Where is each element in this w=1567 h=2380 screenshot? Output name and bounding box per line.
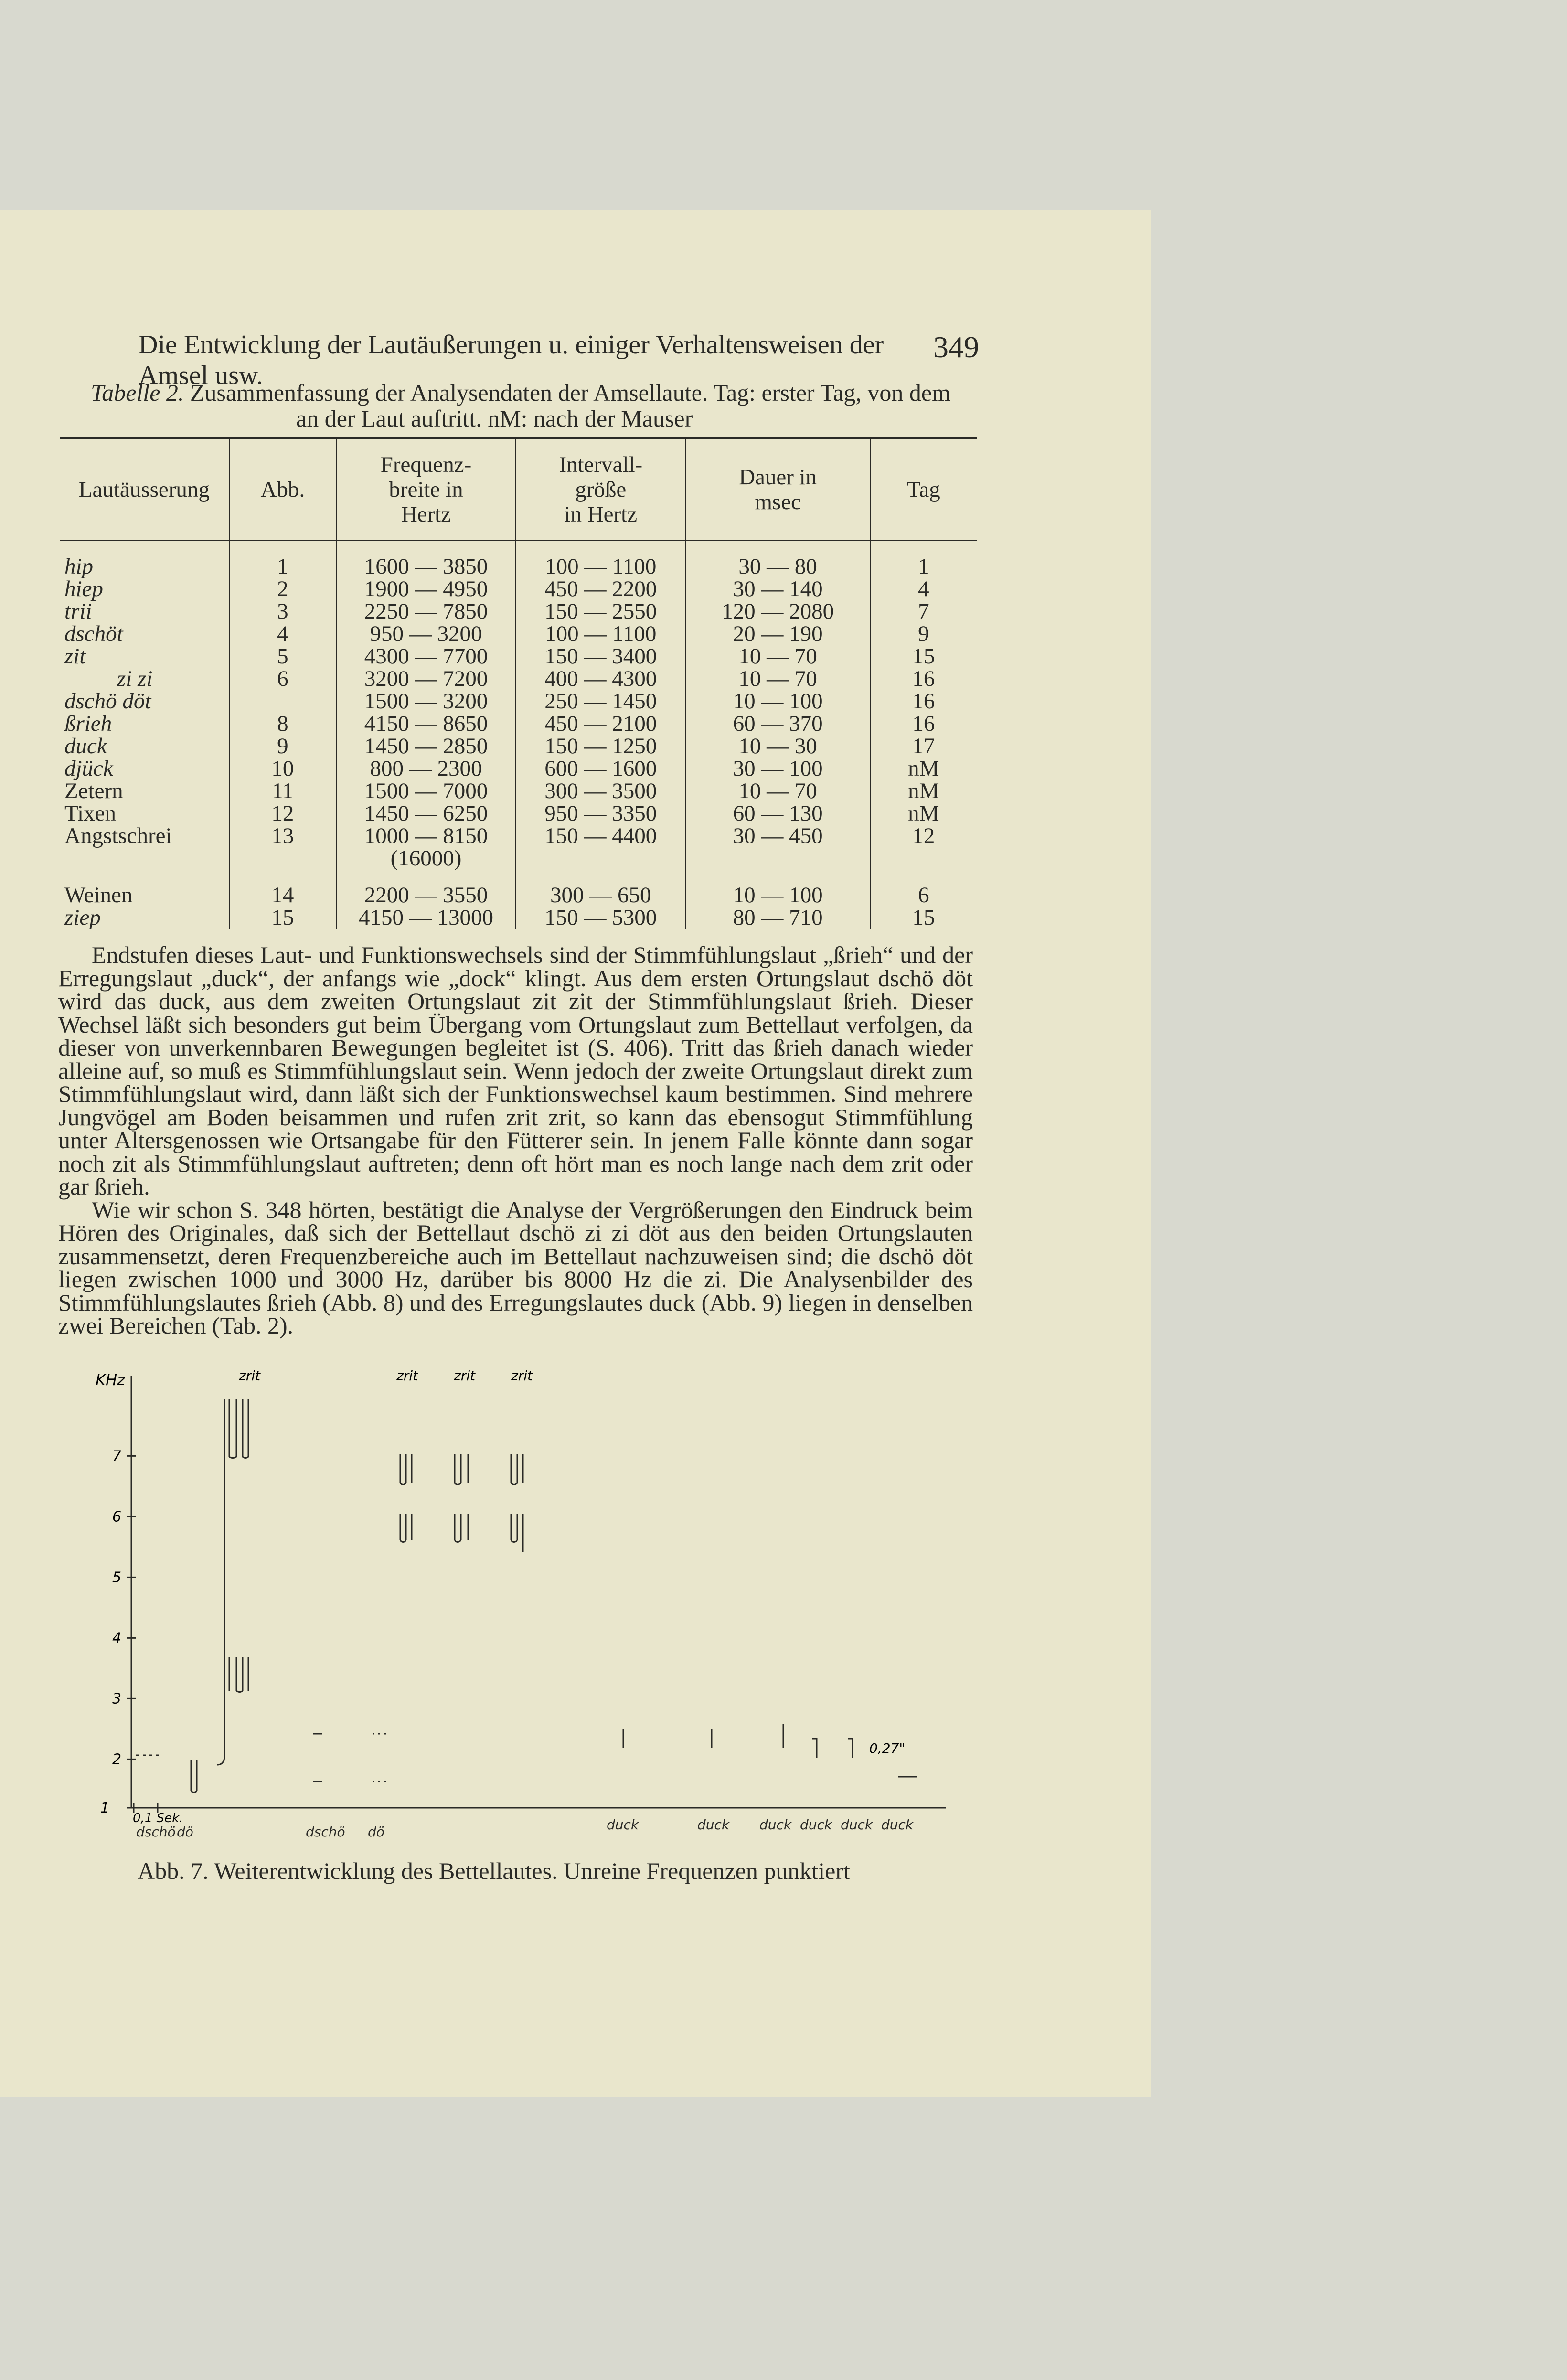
cell-intervall: 400 — 4300 bbox=[516, 668, 686, 690]
table-caption bbox=[91, 380, 965, 431]
analysis-table bbox=[60, 437, 977, 929]
cell-abb: 2 bbox=[229, 578, 336, 600]
cell-tag bbox=[870, 847, 977, 870]
y-tick-label: 1 bbox=[100, 1800, 110, 1816]
cell-dauer: 10 — 100 bbox=[686, 690, 870, 713]
table-header-row bbox=[60, 438, 977, 541]
col-header-lautaeusserung: Lautäusserung bbox=[78, 477, 210, 502]
cell-abb: 3 bbox=[229, 600, 336, 623]
cell-lautaeusserung: Tixen bbox=[64, 801, 116, 826]
bottom-label: duck bbox=[841, 1817, 873, 1833]
bottom-label: dschö bbox=[306, 1824, 345, 1839]
bottom-label: duck bbox=[881, 1817, 914, 1833]
table-row bbox=[60, 668, 977, 690]
paragraph: Endstufen dieses Laut- und Funktionswechsels sind der Stimmfühlungslaut „ßrieh“ und der Erregungslaut „duck“, der anfangs wie „dock“ klingt. Aus dem ersten Ortungslaut dschö döt wird das duck, aus dem zweiten Ortungslaut zit zit der Stimmfühlungslaut ßrieh. Dieser Wechsel läßt sich besonders gut beim Übergang vom Ortungslaut zum Bettellaut verfolgen, da dieser von unverkennbaren Bewegungen begleitet ist (S. 406). Tritt das ßrieh danach wieder alleine auf, so muß es Stimmfühlungslaut sein. Wenn jedoch der zweite Ortungslaut direkt zum Stimmfühlungslaut wird, dann läßt sich der Funktionswechsel kaum bestimmen. Sind mehrere Jungvögel am Boden beisammen und rufen zrit zrit, so kann das ebensogut Stimmfühlung unter Altersgenossen wie Ortsangabe für den Fütterer sein. In jenem Falle könnte dann sogar noch zit als Stimmfühlungslaut auftreten; denn oft hört man es noch lange nach dem zrit oder gar ßrieh. bbox=[58, 941, 973, 1200]
cell-intervall: 150 — 3400 bbox=[516, 645, 686, 668]
cell-abb: 11 bbox=[229, 780, 336, 802]
table-row bbox=[60, 690, 977, 713]
table-row bbox=[60, 645, 977, 668]
cell-frequenz: 1450 — 2850 bbox=[336, 735, 516, 758]
cell-intervall: 250 — 1450 bbox=[516, 690, 686, 713]
table-row bbox=[60, 623, 977, 645]
cell-lautaeusserung: Angstschrei bbox=[64, 823, 172, 848]
y-tick-label: 6 bbox=[112, 1508, 122, 1526]
paragraph: Wie wir schon S. 348 hörten, bestätigt die Analyse der Vergrößerungen den Eindruck beim Hören des Originales, daß sich der Bettellaut dschö zi zi döt aus den beiden Ortungslauten zusammensetzt, deren Frequenzbereiche auch im Bettellaut nachzuweisen sind; die dschö döt liegen zwischen 1000 und 3000 Hz, darüber bis 8000 Hz die zi. Die Analysenbilder des Stimmfühlungslautes ßrieh (Abb. 8) und des Erregungslautes duck (Abb. 9) liegen in denselben zwei Bereichen (Tab. 2). bbox=[58, 1196, 973, 1339]
cell-tag: 6 bbox=[870, 870, 977, 907]
cell-frequenz: 3200 — 7200 bbox=[336, 668, 516, 690]
figure-caption: Abb. 7. Weiterentwicklung des Bettellautes. Unreine Frequenzen punktiert bbox=[138, 1857, 850, 1884]
cell-intervall bbox=[516, 847, 686, 870]
cell-lautaeusserung: djück bbox=[64, 756, 113, 781]
cell-dauer: 30 — 100 bbox=[686, 758, 870, 780]
col-header-frequenz: Frequenz- breite in Hertz bbox=[336, 438, 516, 541]
top-label-zrit: zrit bbox=[396, 1368, 418, 1384]
top-label-zrit: zrit bbox=[511, 1368, 533, 1384]
cell-lautaeusserung: hip bbox=[64, 554, 94, 579]
table-row bbox=[60, 825, 977, 847]
spectral-marks bbox=[134, 1399, 917, 1813]
mark-zrit-high bbox=[229, 1399, 248, 1458]
cell-intervall: 150 — 2550 bbox=[516, 600, 686, 623]
cell-dauer: 10 — 70 bbox=[686, 645, 870, 668]
cell-abb: 12 bbox=[229, 802, 336, 825]
cell-intervall: 150 — 1250 bbox=[516, 735, 686, 758]
cell-dauer: 30 — 450 bbox=[686, 825, 870, 847]
spectrogram-svg bbox=[91, 1361, 950, 1839]
table-caption-text2: an der Laut auftritt. nM: nach der Mauser bbox=[296, 405, 693, 432]
top-label-zrit: zrit bbox=[454, 1368, 475, 1384]
cell-abb bbox=[229, 847, 336, 870]
mark-zrit-pair bbox=[400, 1454, 412, 1542]
cell-abb: 13 bbox=[229, 825, 336, 847]
cell-lautaeusserung: Zetern bbox=[64, 779, 123, 803]
mark-zrit-low bbox=[229, 1657, 248, 1692]
cell-dauer: 10 — 70 bbox=[686, 668, 870, 690]
cell-intervall: 100 — 1100 bbox=[516, 623, 686, 645]
cell-dauer: 20 — 190 bbox=[686, 623, 870, 645]
spectrogram-figure bbox=[91, 1361, 950, 1839]
cell-intervall: 300 — 3500 bbox=[516, 780, 686, 802]
cell-abb: 1 bbox=[229, 541, 336, 578]
cell-intervall: 300 — 650 bbox=[516, 870, 686, 907]
cell-dauer: 10 — 100 bbox=[686, 870, 870, 907]
mark-zrit-pair bbox=[455, 1454, 468, 1542]
cell-dauer: 60 — 370 bbox=[686, 713, 870, 735]
y-tick-label: 2 bbox=[112, 1751, 122, 1768]
cell-lautaeusserung: Weinen bbox=[64, 883, 133, 907]
table-row bbox=[60, 541, 977, 578]
cell-intervall: 950 — 3350 bbox=[516, 802, 686, 825]
page-number: 349 bbox=[933, 330, 979, 364]
bottom-label: duck bbox=[800, 1817, 832, 1833]
cell-lautaeusserung: ßrieh bbox=[64, 711, 112, 736]
cell-frequenz: 4150 — 13000 bbox=[336, 907, 516, 929]
cell-dauer: 10 — 70 bbox=[686, 780, 870, 802]
cell-lautaeusserung: trii bbox=[64, 599, 92, 624]
mark-duck bbox=[812, 1739, 817, 1758]
cell-intervall: 150 — 4400 bbox=[516, 825, 686, 847]
y-tick-label: 7 bbox=[112, 1448, 122, 1465]
cell-abb: 9 bbox=[229, 735, 336, 758]
cell-intervall: 600 — 1600 bbox=[516, 758, 686, 780]
table-row bbox=[60, 870, 977, 907]
running-title: Die Entwicklung der Lautäußerungen u. einiger Verhaltensweisen der Amsel usw. bbox=[139, 330, 884, 390]
duration-label: 0,27" bbox=[869, 1740, 906, 1756]
cell-frequenz: 2200 — 3550 bbox=[336, 870, 516, 907]
table-row bbox=[60, 802, 977, 825]
cell-tag: 17 bbox=[870, 735, 977, 758]
table-row bbox=[60, 600, 977, 623]
cell-lautaeusserung: dschö döt bbox=[64, 689, 151, 714]
cell-abb: 10 bbox=[229, 758, 336, 780]
bottom-label: duck bbox=[759, 1817, 792, 1833]
scale-label: 0,1 Sek. bbox=[133, 1811, 183, 1825]
table-row bbox=[60, 713, 977, 735]
y-unit-label: KHz bbox=[96, 1371, 125, 1389]
cell-intervall: 100 — 1100 bbox=[516, 541, 686, 578]
cell-abb: 15 bbox=[229, 907, 336, 929]
cell-tag: 15 bbox=[870, 645, 977, 668]
cell-tag: 9 bbox=[870, 623, 977, 645]
cell-lautaeusserung: duck bbox=[64, 734, 107, 758]
mark-zrit-pair bbox=[511, 1454, 523, 1552]
cell-tag: nM bbox=[870, 758, 977, 780]
cell-intervall: 450 — 2200 bbox=[516, 578, 686, 600]
bottom-label: duck bbox=[607, 1817, 639, 1833]
cell-dauer: 60 — 130 bbox=[686, 802, 870, 825]
cell-frequenz: 1500 — 3200 bbox=[336, 690, 516, 713]
cell-lautaeusserung: zi zi bbox=[117, 666, 153, 691]
table-caption-text: Zusammenfassung der Analysendaten der Amsellaute. Tag: erster Tag, von dem bbox=[190, 379, 951, 406]
cell-frequenz: 1900 — 4950 bbox=[336, 578, 516, 600]
cell-dauer: 80 — 710 bbox=[686, 907, 870, 929]
cell-abb bbox=[229, 690, 336, 713]
cell-abb: 4 bbox=[229, 623, 336, 645]
cell-intervall: 450 — 2100 bbox=[516, 713, 686, 735]
y-tick-label: 5 bbox=[112, 1569, 122, 1586]
cell-dauer: 10 — 30 bbox=[686, 735, 870, 758]
col-header-dauer: Dauer in msec bbox=[686, 438, 870, 541]
top-label-zrit: zrit bbox=[239, 1368, 260, 1384]
cell-tag: 4 bbox=[870, 578, 977, 600]
cell-frequenz: 800 — 2300 bbox=[336, 758, 516, 780]
cell-frequenz: 1450 — 6250 bbox=[336, 802, 516, 825]
table-row bbox=[60, 847, 977, 870]
mark-dschoe bbox=[191, 1760, 197, 1793]
cell-dauer: 30 — 80 bbox=[686, 541, 870, 578]
cell-intervall: 150 — 5300 bbox=[516, 907, 686, 929]
cell-frequenz: 4150 — 8650 bbox=[336, 713, 516, 735]
cell-dauer: 120 — 2080 bbox=[686, 600, 870, 623]
cell-abb: 8 bbox=[229, 713, 336, 735]
cell-tag: 16 bbox=[870, 668, 977, 690]
cell-frequenz: 4300 — 7700 bbox=[336, 645, 516, 668]
table-caption-lead: Tabelle 2. bbox=[91, 379, 184, 406]
cell-dauer bbox=[686, 847, 870, 870]
cell-frequenz: 950 — 3200 bbox=[336, 623, 516, 645]
bottom-label: dö bbox=[177, 1824, 193, 1839]
cell-tag: 12 bbox=[870, 825, 977, 847]
cell-lautaeusserung: dschöt bbox=[64, 621, 123, 646]
cell-frequenz: 1600 — 3850 bbox=[336, 541, 516, 578]
col-header-abb: Abb. bbox=[229, 438, 336, 541]
bottom-label: dö bbox=[368, 1824, 384, 1839]
cell-tag: 16 bbox=[870, 713, 977, 735]
cell-abb: 5 bbox=[229, 645, 336, 668]
cell-frequenz: (16000) bbox=[336, 847, 516, 870]
body-text bbox=[58, 943, 973, 1337]
table-row bbox=[60, 578, 977, 600]
mark-zrit-stem bbox=[217, 1399, 224, 1765]
cell-frequenz: 1000 — 8150 bbox=[336, 825, 516, 847]
cell-tag: 15 bbox=[870, 907, 977, 929]
cell-frequenz: 2250 — 7850 bbox=[336, 600, 516, 623]
cell-tag: nM bbox=[870, 802, 977, 825]
y-tick-label: 4 bbox=[112, 1630, 122, 1647]
cell-tag: 16 bbox=[870, 690, 977, 713]
bottom-label: duck bbox=[697, 1817, 730, 1833]
table-row bbox=[60, 758, 977, 780]
cell-lautaeusserung: ziep bbox=[64, 905, 101, 930]
cell-tag: 1 bbox=[870, 541, 977, 578]
cell-lautaeusserung bbox=[60, 847, 229, 870]
col-header-intervall: Intervall- größe in Hertz bbox=[516, 438, 686, 541]
cell-dauer: 30 — 140 bbox=[686, 578, 870, 600]
y-tick-label: 3 bbox=[112, 1690, 122, 1708]
table-row bbox=[60, 780, 977, 802]
cell-frequenz: 1500 — 7000 bbox=[336, 780, 516, 802]
cell-lautaeusserung: hiep bbox=[64, 576, 103, 601]
table-row bbox=[60, 907, 977, 929]
mark-duck bbox=[848, 1739, 853, 1758]
bottom-label: dschö bbox=[136, 1824, 176, 1839]
cell-abb: 14 bbox=[229, 870, 336, 907]
table-row bbox=[60, 735, 977, 758]
cell-lautaeusserung: zit bbox=[64, 644, 86, 669]
cell-tag: nM bbox=[870, 780, 977, 802]
table-body bbox=[60, 541, 977, 929]
cell-abb: 6 bbox=[229, 668, 336, 690]
cell-tag: 7 bbox=[870, 600, 977, 623]
col-header-tag: Tag bbox=[870, 438, 977, 541]
